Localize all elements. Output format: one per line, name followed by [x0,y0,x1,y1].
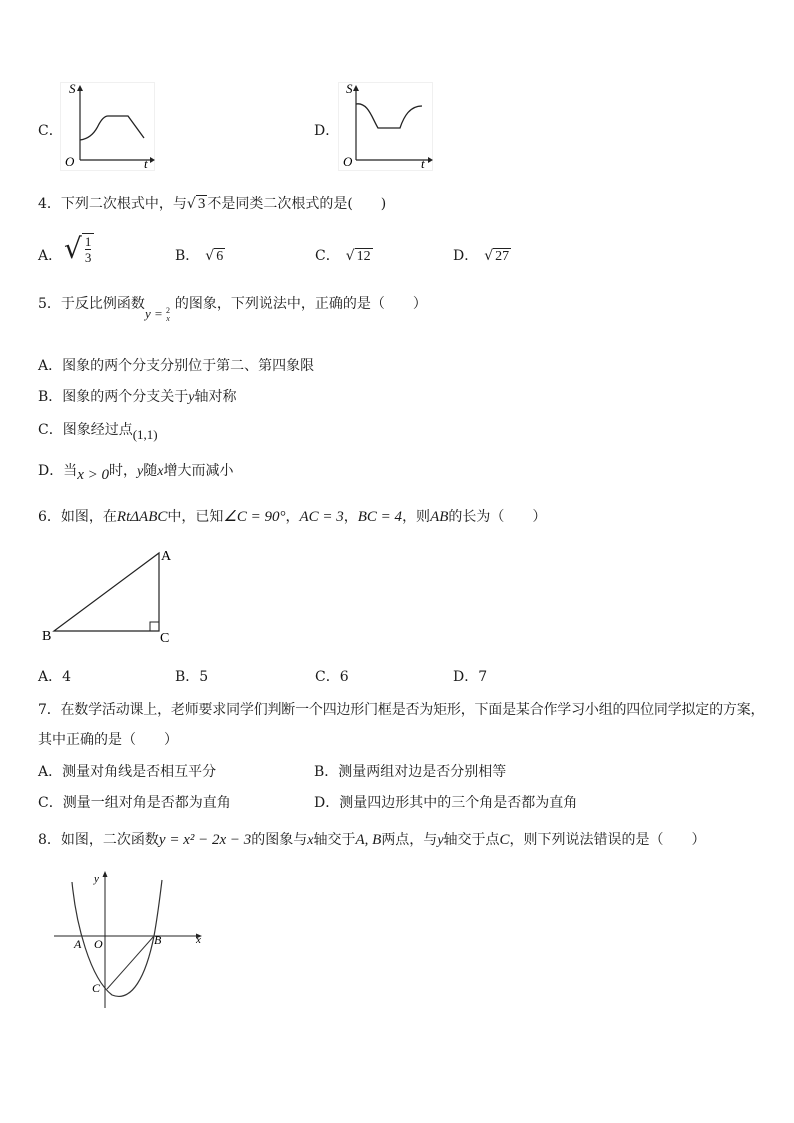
vertex-a-label: A [161,549,172,564]
q4-option-d: D． √ 27 [453,248,510,264]
triangle-abc [54,553,159,631]
curve [80,116,144,140]
q5-option-d: D．当x > 0时，y随x增大而减小 [38,463,234,483]
sqrt-symbol: √ [205,248,215,264]
q4-stem: 4．下列二次根式中，与√ 3 不是同类二次根式的是( ) [38,196,387,212]
origin-label: O [65,154,75,169]
q3-option-c-graph [60,82,156,172]
q7-option-a: A．测量对角线是否相互平分 [38,764,217,780]
sqrt-symbol: √ [345,248,355,264]
q6-stem: 6．如图，在RtΔABC中，已知∠C = 90°，AC = 3，BC = 4，则AB的长为（ ） [38,509,547,525]
frac-numerator: 1 [84,233,92,249]
vertex-b-label: B [42,629,52,644]
sqrt-symbol: √ [484,248,494,264]
axis-t-label: t [421,156,425,171]
q6-triangle-figure [38,544,178,646]
q5-option-b: B．图象的两个分支关于y轴对称 [38,389,237,405]
axis-t-label: t [144,156,148,171]
x-axis-label: x [196,934,201,946]
q4-option-a-label: A． [38,248,63,264]
q7-option-c: C．测量一组对角是否都为直角 [38,795,231,811]
q8-parabola-figure [50,868,210,1010]
sqrt-symbol: √ 3 [186,196,206,212]
q5-option-a: A．图象的两个分支分别位于第二、第四象限 [38,358,315,374]
q8-stem: 8．如图，二次函数y = x² − 2x − 3的图象与x轴交于A, B两点，与y轴交于点C，则下列说法错误的是（ ） [38,832,706,848]
vertex-c-label: C [160,631,170,646]
point-a-label: A [74,937,82,951]
q3-option-c-label: C． [38,123,63,139]
q5-option-c: C．图象经过点(1,1) [38,422,158,442]
q4-option-c: C． √ 12 [315,248,371,264]
y-axis-label: y [94,873,99,885]
axis-s-label: S [346,82,353,96]
origin-label: O [343,154,353,169]
q7-stem-line2: 其中正确的是（ ） [38,732,178,748]
origin-label: O [94,937,103,951]
q7-option-d: D．测量四边形其中的三个角是否都为直角 [314,795,578,811]
point-c-label: C [92,981,101,995]
q7-stem-line1: 7．在数学活动课上，老师要求同学们判断一个四边形门框是否为矩形，下面是某合作学习小组的四位同学拟定的方案， [38,702,765,718]
right-angle-mark [150,622,159,631]
parabola-curve [72,880,162,996]
q6-option-c: C．6 [315,669,349,685]
axis-s-label: S [69,82,76,96]
point-b-label: B [154,933,162,947]
q6-option-d: D．7 [453,669,488,685]
q4-option-a-value [64,232,94,274]
q3-option-d-label: D． [314,123,340,139]
q6-option-a: A．4 [38,669,72,685]
curve [356,104,422,128]
q7-option-b: B．测量两组对边是否分别相等 [314,764,507,780]
q3-option-d-graph [338,82,434,172]
q5-stem: 5．于反比例函数 的图象，下列说法中，正确的是（ ） [38,296,427,312]
q4-option-b: B． √ 6 [175,248,224,264]
frac-denominator: 3 [84,249,92,265]
sqrt-symbol: √ [64,232,82,265]
q6-option-b: B．5 [175,669,209,685]
q5-function: y = 2 x [145,306,171,324]
